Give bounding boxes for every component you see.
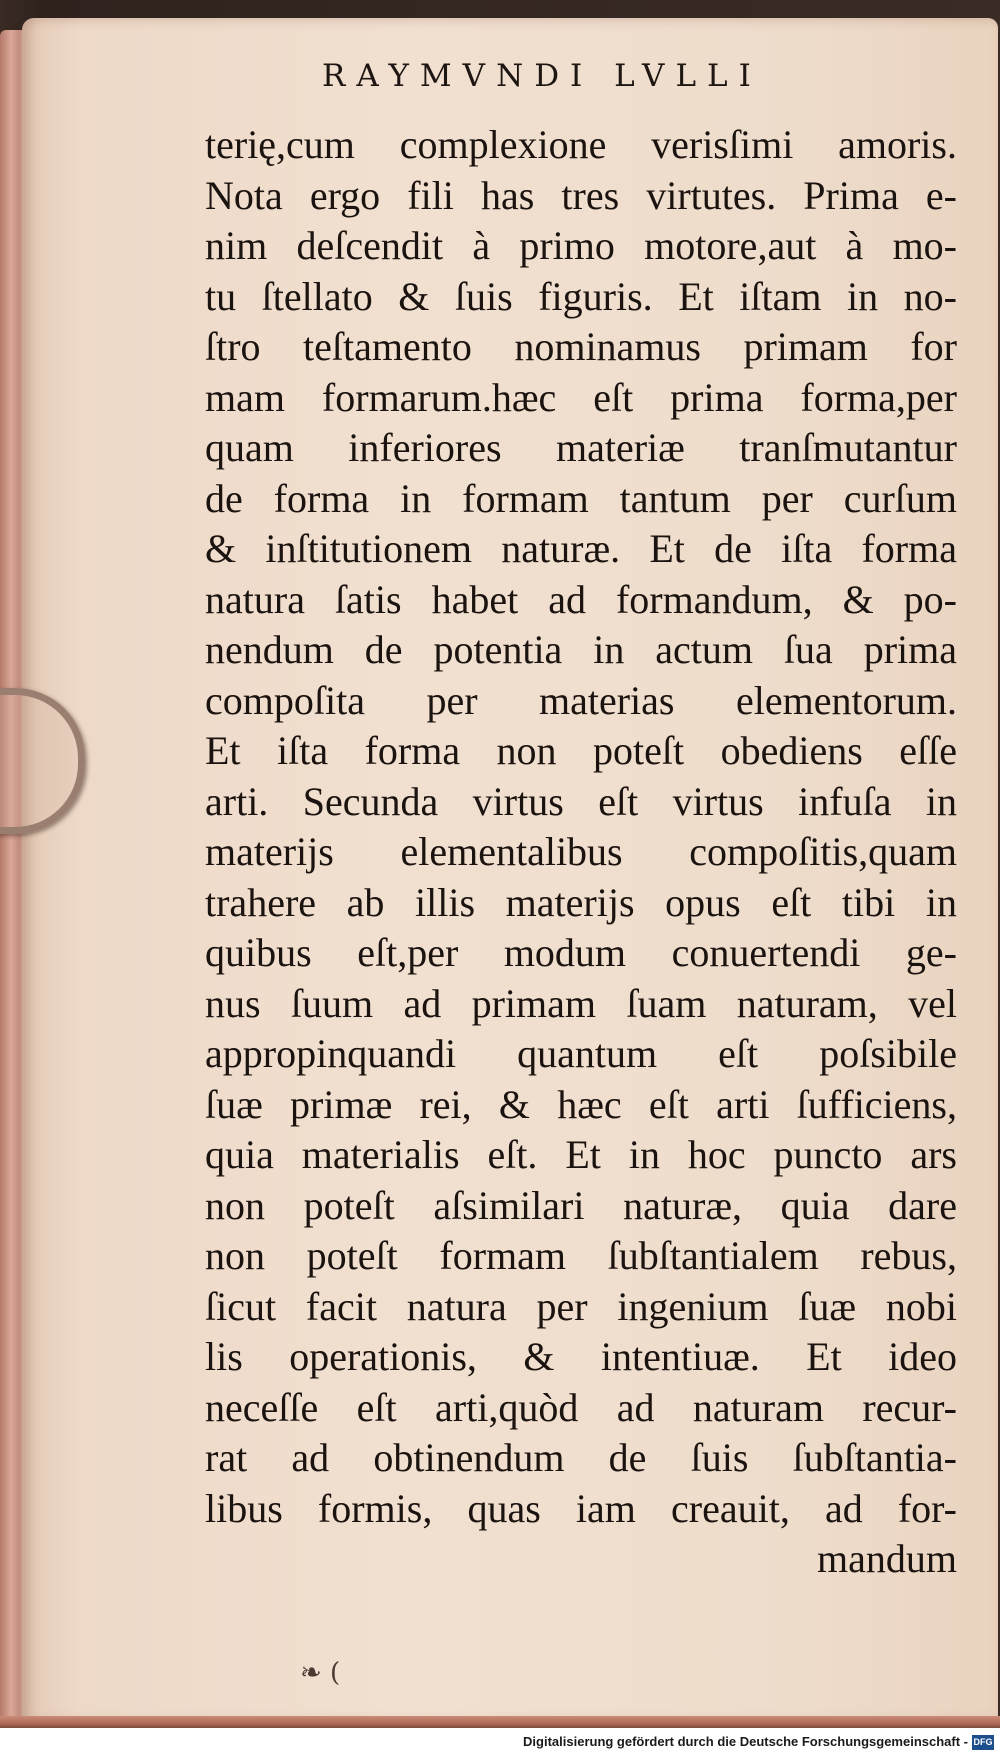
text-line: rat ad obtinendum de ſuis ſubſtantia-: [205, 1435, 957, 1480]
text-line: lis operationis, & intentiuæ. Et ideo: [205, 1334, 957, 1379]
text-line: nus ſuum ad primam ſuam naturam, vel: [205, 980, 957, 1026]
dfg-logo: DFG: [972, 1735, 994, 1750]
running-head: RAYMVNDI LVLLI: [322, 58, 762, 94]
text-line: mam formarum.hæc eſt prima forma,per: [205, 374, 957, 420]
text-line: ſuæ primæ rei, & hæc eſt arti ſufficiens,: [205, 1081, 957, 1127]
text-line: quibus eſt,per modum conuertendi ge-: [205, 930, 957, 975]
text-line: ſicut facit natura per ingenium ſuæ nobi: [205, 1283, 957, 1329]
text-line: tu ſtellato & ſuis figuris. Et iſtam in no-: [205, 273, 957, 319]
text-line: ſtro teſtamento nominamus primam for: [205, 324, 957, 369]
footer-credit-text: Digitalisierung gefördert durch die Deutsche Forschungsgemeinschaft -: [523, 1734, 968, 1749]
text-line: natura ſatis habet ad formandum, & po-: [205, 576, 957, 622]
text-line: terię,cum complexione verisſimi amoris.: [205, 122, 957, 167]
text-line: & inſtitutionem naturæ. Et de iſta forma: [205, 526, 957, 571]
text-line: quam inferiores materiæ tranſmutantur: [205, 425, 957, 470]
text-line: Et iſta forma non poteſt obediens eſſe: [205, 728, 957, 773]
text-line: quia materialis eſt. Et in hoc puncto ars: [205, 1132, 957, 1177]
page-bottom-edge: [0, 1716, 1000, 1728]
text-line: de forma in formam tantum per curſum: [205, 475, 957, 521]
stray-ink-mark: ❧ (: [300, 1658, 341, 1688]
digitization-footer: [0, 1728, 1000, 1761]
text-line: compoſita per materias elementorum.: [205, 677, 957, 723]
text-line: non poteſt aſsimilari naturæ, quia dare: [205, 1182, 957, 1228]
catchword: mandum: [817, 1536, 957, 1581]
text-line: neceſſe eſt arti,quòd ad naturam recur-: [205, 1384, 957, 1430]
text-line: appropinquandi quantum eſt poſsibile: [205, 1031, 957, 1076]
text-line: nendum de potentia in actum ſua prima: [205, 627, 957, 672]
text-line: Nota ergo fili has tres virtutes. Prima e-: [205, 172, 957, 218]
text-line: libus formis, quas iam creauit, ad for-: [205, 1485, 957, 1531]
body-text: [205, 120, 957, 1585]
text-line: non poteſt formam ſubſtantialem rebus,: [205, 1233, 957, 1278]
text-line: trahere ab illis materijs opus eſt tibi in: [205, 879, 957, 925]
text-line: materijs elementalibus compoſitis,quam: [205, 829, 957, 874]
text-line: nim deſcendit à primo motore,aut à mo-: [205, 223, 957, 268]
text-line: arti. Secunda virtus eſt virtus infuſa in: [205, 778, 957, 824]
